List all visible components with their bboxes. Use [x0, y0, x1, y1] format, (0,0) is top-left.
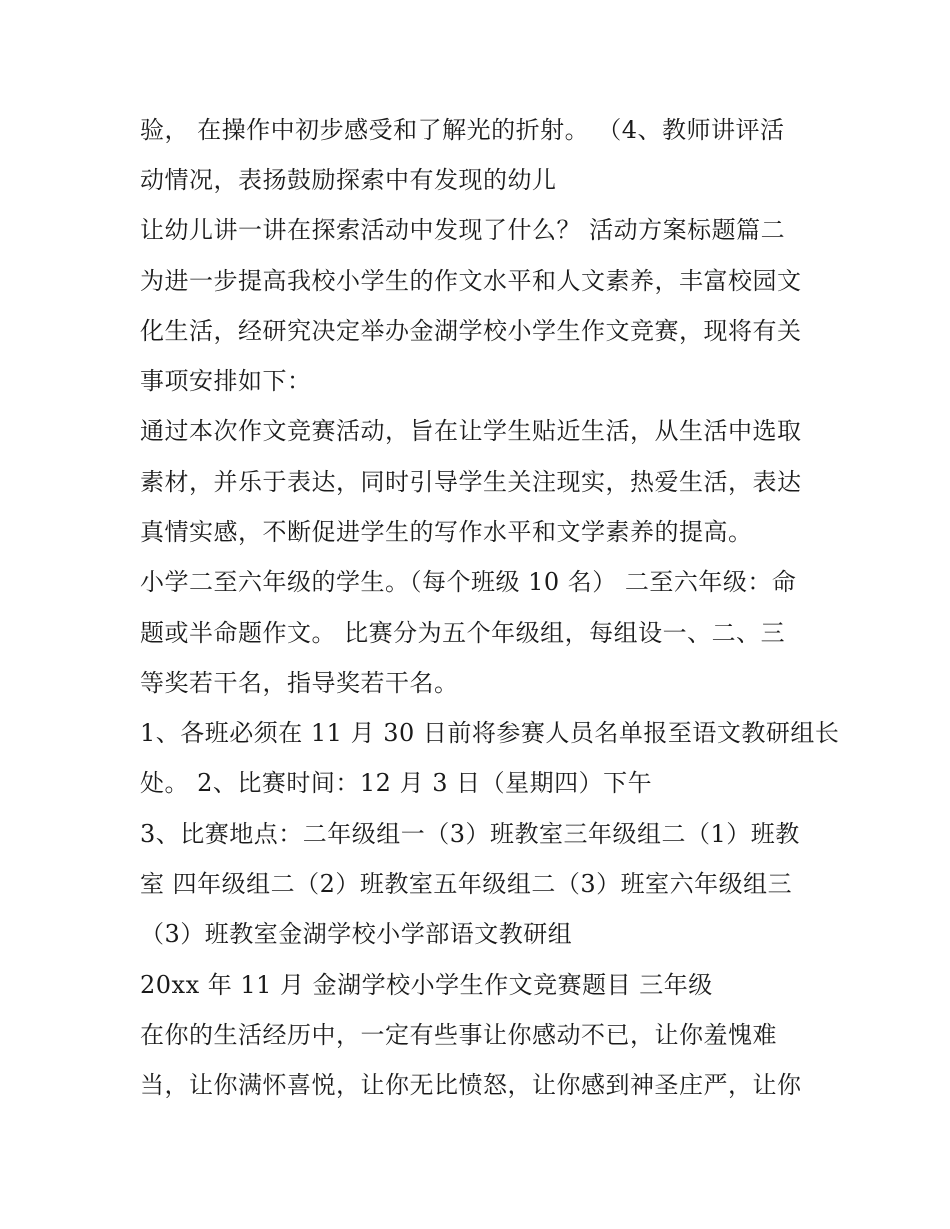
text-line: 1、各班必须在 11 月 30 日前将参赛人员名单报至语文教研组长 — [140, 719, 840, 747]
text-line: 20xx 年 11 月 金湖学校小学生作文竞赛题目 三年级 — [140, 971, 713, 999]
text-line: 让幼儿讲一讲在探索活动中发现了什么？ 活动方案标题篇二 — [140, 216, 786, 244]
text-line: 题或半命题作文。 比赛分为五个年级组，每组设一、二、三 — [140, 619, 786, 647]
text-line: 处。 2、比赛时间：12 月 3 日（星期四）下午 — [140, 769, 653, 797]
text-line: 真情实感，不断促进学生的写作水平和文学素养的提高。 — [140, 518, 753, 546]
text-line: 小学二至六年级的学生。（每个班级 10 名） 二至六年级：命 — [140, 568, 797, 596]
text-line: 室 四年级组二（2）班教室五年级组二（3）班室六年级组三 — [140, 870, 793, 898]
text-line: 素材，并乐于表达，同时引导学生关注现实，热爱生活，表达 — [140, 468, 802, 496]
text-line: 3、比赛地点：二年级组一（3）班教室三年级组二（1）班教 — [140, 820, 800, 848]
text-line: 化生活，经研究决定举办金湖学校小学生作文竞赛，现将有关 — [140, 317, 802, 345]
text-line: 当，让你满怀喜悦，让你无比愤怒，让你感到神圣庄严，让你 — [140, 1071, 802, 1099]
text-line: 等奖若干名，指导奖若干名。 — [140, 669, 459, 697]
text-line: 验， 在操作中初步感受和了解光的折射。 （4、教师讲评活 — [140, 116, 785, 144]
text-line: 通过本次作文竞赛活动，旨在让学生贴近生活，从生活中选取 — [140, 417, 802, 445]
text-line: 动情况，表扬鼓励探索中有发现的幼儿 — [140, 166, 557, 194]
text-line: 事项安排如下： — [140, 367, 312, 395]
text-line: 在你的生活经历中，一定有些事让你感动不已，让你羞愧难 — [140, 1021, 777, 1049]
text-line: 为进一步提高我校小学生的作文水平和人文素养，丰富校园文 — [140, 267, 802, 295]
text-line: （3）班教室金湖学校小学部语文教研组 — [140, 920, 573, 948]
